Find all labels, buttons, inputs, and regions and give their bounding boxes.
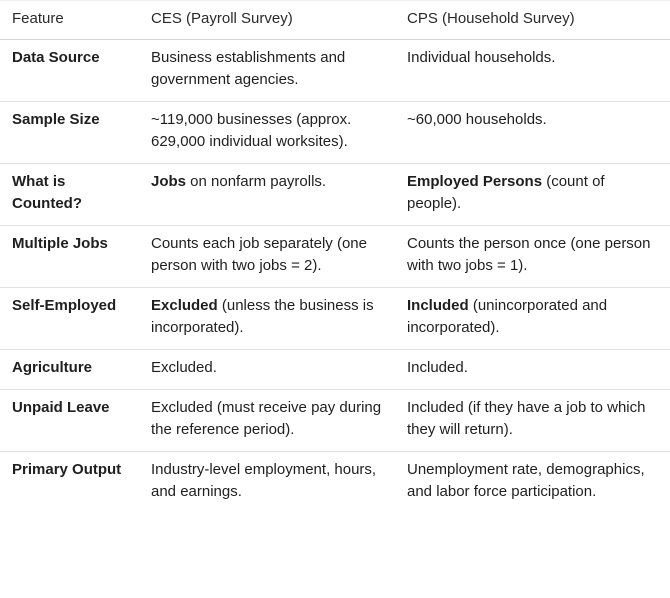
header-cps: CPS (Household Survey) [407, 10, 575, 27]
row-cps [403, 102, 670, 163]
row-cps-text: Unemployment rate, demographics, and labor force participation. [407, 461, 645, 500]
row-feature: Unpaid Leave [12, 399, 110, 416]
row-cps-text: (unincorporated and incorporated). [407, 297, 608, 336]
row-cps-text: ~60,000 households. [407, 111, 547, 128]
row-cps-text: Individual households. [407, 49, 556, 66]
row-feature: Data Source [12, 49, 100, 66]
row-cps-text: Included (if they have a job to which they will return). [407, 399, 646, 438]
row-cps-text: Included. [407, 359, 468, 376]
row-cps-bold: Included [407, 297, 469, 314]
table-row [0, 390, 670, 452]
row-ces [139, 164, 403, 225]
row-cps [403, 390, 670, 451]
row-ces-bold: Jobs [151, 173, 187, 190]
table-header-row [0, 1, 670, 40]
row-ces-text: Excluded (must receive pay during the reference period). [151, 399, 382, 438]
row-cps [403, 226, 670, 287]
row-cps [403, 288, 670, 349]
header-ces: CES (Payroll Survey) [151, 10, 293, 27]
row-ces-text: Industry-level employment, hours, and earnings. [151, 461, 377, 500]
table-row [0, 102, 670, 164]
row-ces-text: Business establishments and government agencies. [151, 49, 346, 88]
row-feature: Multiple Jobs [12, 235, 108, 252]
table-row [0, 350, 670, 390]
row-feature: Sample Size [12, 111, 100, 128]
row-feature: Agriculture [12, 359, 93, 376]
table-row [0, 452, 670, 513]
row-feature: Self-Employed [12, 297, 117, 314]
row-ces [139, 350, 403, 389]
row-ces-text: ~119,000 businesses (approx. 629,000 individual worksites). [151, 111, 352, 150]
row-ces-text: Counts each job separately (one person with two jobs = 2). [151, 235, 367, 274]
table-row [0, 288, 670, 350]
row-cps [403, 350, 670, 389]
row-feature: Primary Output [12, 461, 122, 478]
row-ces [139, 102, 403, 163]
row-ces-text: (unless the business is incorporated). [151, 297, 374, 336]
row-ces-bold: Excluded [151, 297, 218, 314]
row-ces [139, 40, 403, 101]
row-cps-text: (count of people). [407, 173, 605, 212]
row-ces [139, 226, 403, 287]
row-feature: What is Counted? [12, 173, 82, 212]
table-row [0, 40, 670, 102]
row-cps [403, 452, 670, 513]
row-cps [403, 40, 670, 101]
row-ces [139, 390, 403, 451]
header-feature: Feature [12, 10, 64, 27]
row-cps-text: Counts the person once (one person with two jobs = 1). [407, 235, 651, 274]
row-cps [403, 164, 670, 225]
table-row [0, 226, 670, 288]
row-cps-bold: Employed Persons [407, 173, 543, 190]
row-ces-text: on nonfarm payrolls. [186, 173, 327, 190]
row-ces [139, 452, 403, 513]
table-row [0, 164, 670, 226]
row-ces [139, 288, 403, 349]
row-ces-text: Excluded. [151, 359, 217, 376]
